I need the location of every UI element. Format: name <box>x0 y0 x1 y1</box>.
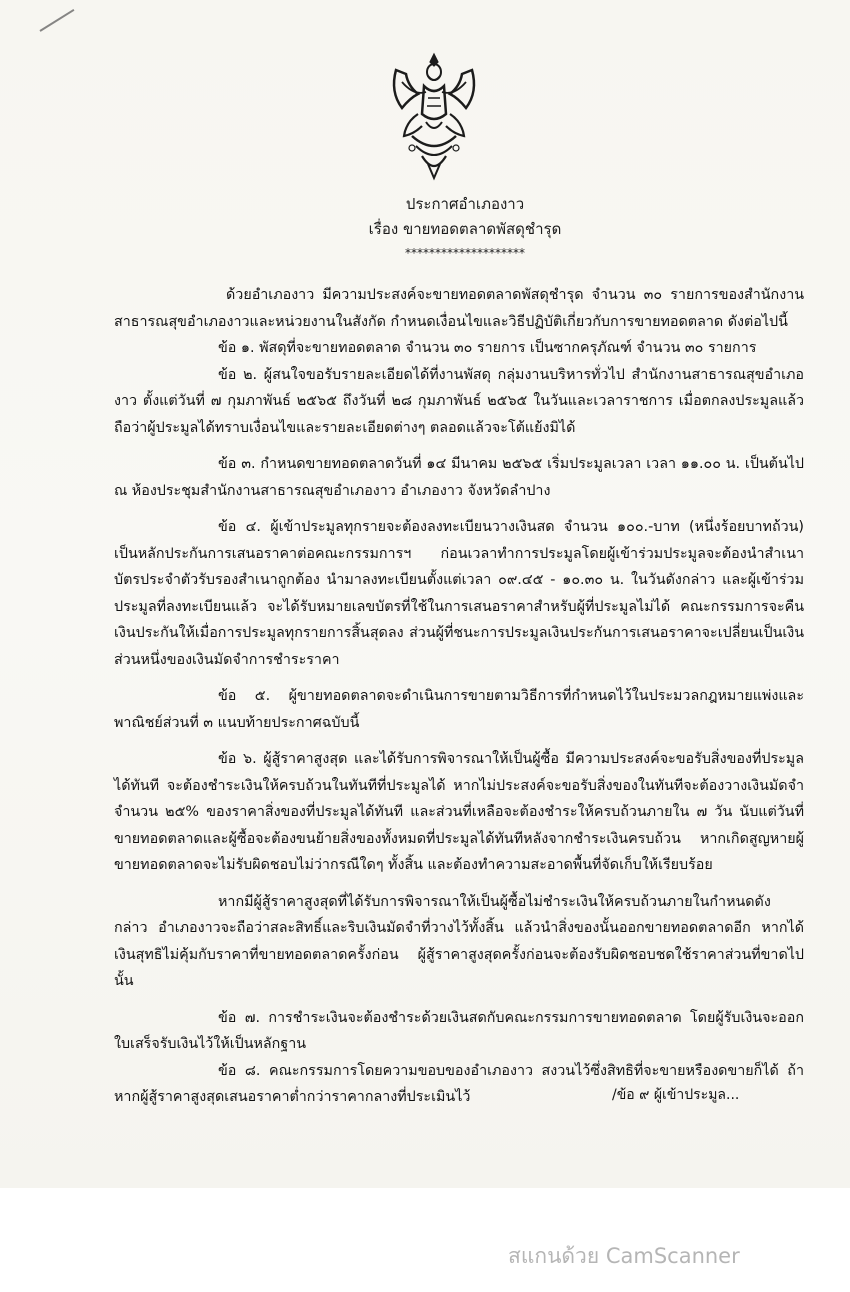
intro-paragraph: ด้วยอำเภองาว มีความประสงค์จะขายทอดตลาดพัสดุชำรุด จำนวน ๓๐ รายการของสำนักงานสาธารณสุขอำเภองาวและหน่วยงานในสังกัด กำหนดเงื่อนไขและวิธีปฏิบัติเกี่ยวกับการขายทอดตลาด ดังต่อไปนี้ <box>114 287 804 330</box>
clause-6: ข้อ ๖. ผู้สู้ราคาสูงสุด และได้รับการพิจารณาให้เป็นผู้ซื้อ มีความประสงค์จะขอรับสิ่งของที่ประมูลได้ทันที จะต้องชำระเงินให้ครบถ้วนในทันทีที่ประมูลได้ หากไม่ประสงค์จะขอรับสิ่งของในทันทีจะต้องวางเงินมัดจำ จำนวน ๒๕% ของราคาสิ่งของที่ประมูลได้ทันที และส่วนที่เหลือจะต้องชำระให้ครบถ้วนภายใน ๗ วัน นับแต่วันที่ขายทอดตลาดและผู้ซื้อจะต้องขนย้ายสิ่งของทั้งหมดที่ประมูลได้ทันทีหลังจากชำระเงินครบถ้วน หากเกิดสูญหายผู้ขายทอดตลาดจะไม่รับผิดชอบไม่ว่ากรณีใดๆ ทั้งสิ้น และต้องทำความสะอาดพื้นที่จัดเก็บให้เรียบร้อย <box>114 751 804 873</box>
announcement-body <box>114 282 804 1111</box>
announcement-title: ประกาศอำเภองาว <box>405 195 525 213</box>
clause-2: ข้อ ๒. ผู้สนใจขอรับรายละเอียดได้ที่งานพัสดุ กลุ่มงานบริหารทั่วไป สำนักงานสาธารณสุขอำเภองาว ตั้งแต่วันที่ ๗ กุมภาพันธ์ ๒๕๖๕ ถึงวันที่ ๒๘ กุมภาพันธ์ ๒๕๖๕ ในวันและเวลาราชการ เมื่อตกลงประมูลแล้วถือว่าผู้ประมูลได้ทราบเงื่อนไขและรายละเอียดต่างๆ ตลอดแล้วจะโต้แย้งมิได้ <box>114 366 804 436</box>
separator-line: ******************** <box>405 246 525 260</box>
camscanner-watermark: สแกนด้วย CamScanner <box>508 1244 740 1268</box>
continuation-note: /ข้อ ๙ ผู้เข้าประมูล... <box>612 1087 740 1103</box>
clause-4: ข้อ ๔. ผู้เข้าประมูลทุกรายจะต้องลงทะเบียนวางเงินสด จำนวน ๑๐๐.-บาท (หนึ่งร้อยบาทถ้วน) เป็นหลักประกันการเสนอราคาต่อคณะกรรมการฯ ก่อนเวลาทำการประมูลโดยผู้เข้าร่วมประมูลจะต้องนำสำเนาบัตรประจำตัวรับรองสำเนาถูกต้อง นำมาลงทะเบียนตั้งแต่เวลา ๐๙.๔๕ - ๑๐.๓๐ น. ในวันดังกล่าว และผู้เข้าร่วมประมูลที่ลงทะเบียนแล้ว จะได้รับหมายเลขบัตรที่ใช้ในการเสนอราคาสำหรับผู้ที่ประมูลไม่ได้ คณะกรรมการจะคืนเงินประกันให้เมื่อการประมูลทุกรายการสิ้นสุดลง ส่วนผู้ที่ชนะการประมูลเงินประกันการเสนอราคาจะเปลี่ยนเป็นเงินส่วนหนึ่งของเงินมัดจำการชำระราคา <box>114 519 804 668</box>
clause-8: ข้อ ๘. คณะกรรมการโดยความขอบของอำเภองาว สงวนไว้ซึ่งสิทธิที่จะขายหรืองดขายก็ได้ ถ้าหากผู้สู้ราคาสูงสุดเสนอราคาต่ำกว่าราคากลางที่ประเมินไว้ <box>114 1062 804 1105</box>
clause-7: ข้อ ๗. การชำระเงินจะต้องชำระด้วยเงินสดกับคณะกรรมการขายทอดตลาด โดยผู้รับเงินจะออกใบเสร็จรับเงินไว้ให้เป็นหลักฐาน <box>114 1009 804 1052</box>
scan-mark <box>39 9 74 32</box>
clause-5: ข้อ ๕. ผู้ขายทอดตลาดจะดำเนินการขายตามวิธีการที่กำหนดไว้ในประมวลกฎหมายแพ่งและพาณิชย์ส่วนที่ ๓ แนบท้ายประกาศฉบับนี้ <box>114 688 804 731</box>
clause-1: ข้อ ๑. พัสดุที่จะขายทอดตลาด จำนวน ๓๐ รายการ เป็นซากครุภัณฑ์ จำนวน ๓๐ รายการ <box>218 340 757 356</box>
garuda-emblem-icon <box>388 52 480 182</box>
clause-3: ข้อ ๓. กำหนดขายทอดตลาดวันที่ ๑๔ มีนาคม ๒๕๖๕ เริ่มประมูลเวลา เวลา ๑๑.๐๐ น. เป็นต้นไป ณ ห้องประชุมสำนักงานสาธารณสุขอำเภองาว อำเภองาว จังหวัดลำปาง <box>114 456 804 499</box>
announcement-subject: เรื่อง ขายทอดตลาดพัสดุชำรุด <box>368 220 562 238</box>
clause-6-penalty: หากมีผู้สู้ราคาสูงสุดที่ได้รับการพิจารณาให้เป็นผู้ซื้อไม่ชำระเงินให้ครบถ้วนภายในกำหนดดังกล่าว อำเภองาวจะถือว่าสละสิทธิ์และริบเงินมัดจำที่วางไว้ทั้งสิ้น แล้วนำสิ่งของนั้นออกขายทอดตลาดอีก หากได้เงินสุทธิไม่คุ้มกับราคาที่ขายทอดตลาดครั้งก่อน ผู้สู้ราคาสูงสุดครั้งก่อนจะต้องรับผิดชอบชดใช้ราคาส่วนที่ขาดไปนั้น <box>114 893 804 989</box>
